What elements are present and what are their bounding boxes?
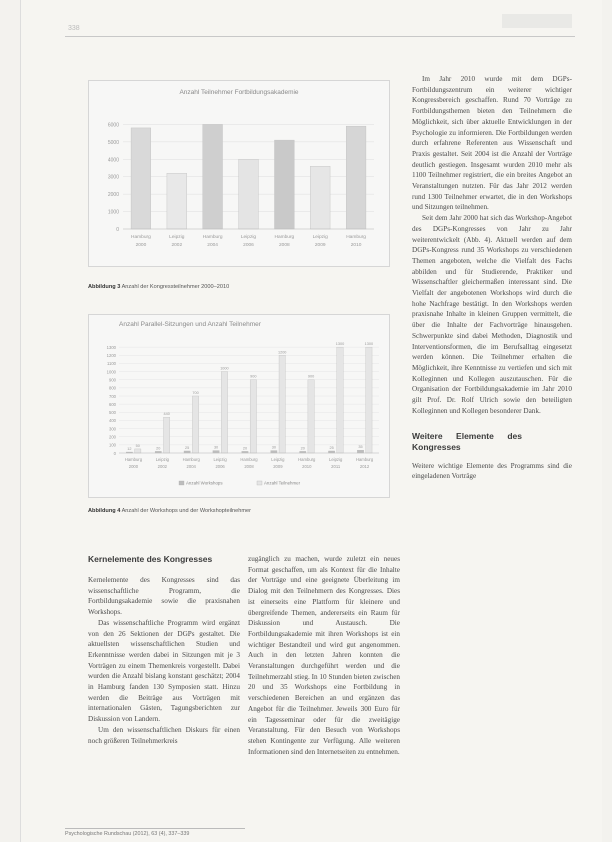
x-tick-label: 2006 <box>243 243 254 248</box>
right-column <box>412 74 572 826</box>
data-label: 700 <box>192 391 199 395</box>
y-tick-label: 4000 <box>107 157 119 164</box>
data-label: 1300 <box>335 342 345 347</box>
legend-label: Anzahl Teilnehmer <box>264 480 301 486</box>
figure-4-caption-label: Abbildung 4 <box>88 508 121 514</box>
bar <box>167 173 187 229</box>
bar <box>131 128 151 229</box>
x-tick-label: 2002 <box>171 243 183 248</box>
legend-swatch <box>179 481 184 485</box>
y-tick-label: 100 <box>109 442 116 448</box>
figure-4-caption <box>88 508 251 514</box>
x-tick-label: Leipzig <box>271 457 285 462</box>
data-label: 440 <box>163 412 170 417</box>
bar-workshops <box>184 451 190 453</box>
left-paragraph: Das wissenschaftliche Programm wird ergänzt von den 26 Sektionen der DGPs gestaltet. Die aktuellsten wissenschaftlichen Studien und Erkenntnisse werden dabei in Sitzungen mit je 3 Vorträgen zu einem Themenkreis vorgestellt. Dabei wurden die Anzahl bislang konstant geschätzt; 2004 in Hamburg fanden 130 Symposien statt. Hinzu werden die Beiträge aus Vorträgen mit internationalen Gästen, Tagungsberichten zur Diskussion von Landern. <box>88 618 240 724</box>
bar-participants <box>366 347 372 453</box>
bar-participants <box>250 380 256 453</box>
bar-participants <box>337 347 343 453</box>
x-tick-label: Leipzig <box>329 457 343 462</box>
y-tick-label: 5000 <box>107 139 119 146</box>
y-tick-label: 1100 <box>106 361 116 367</box>
x-tick-label: 2004 <box>207 243 218 248</box>
x-tick-label: Hamburg <box>346 235 366 240</box>
data-label: 30 <box>271 445 276 450</box>
bar-participants <box>279 355 285 453</box>
x-tick-label: Hamburg <box>202 235 223 240</box>
figure-4-svg <box>89 315 389 497</box>
data-label: 25 <box>185 445 190 450</box>
x-tick-label: 2009 <box>273 464 283 469</box>
y-tick-label: 500 <box>109 410 116 416</box>
data-label: 30 <box>213 445 219 450</box>
data-label: 20 <box>156 446 161 451</box>
y-tick-label: 3000 <box>107 174 119 181</box>
x-tick-label: 2000 <box>128 464 139 469</box>
data-label: 12 <box>127 447 132 452</box>
data-label: 50 <box>135 443 140 448</box>
bar-workshops <box>357 450 363 453</box>
data-label: 35 <box>358 445 363 450</box>
figure-3-chart <box>88 80 390 267</box>
x-tick-label: Hamburg <box>182 457 200 462</box>
x-tick-label: 2004 <box>186 464 196 469</box>
x-tick-label: 2000 <box>135 243 147 248</box>
x-tick-label: Leipzig <box>155 457 169 462</box>
bar <box>274 140 294 229</box>
x-tick-label: Hamburg <box>274 235 295 240</box>
y-tick-label: 1300 <box>106 344 116 350</box>
x-tick-label: 2006 <box>215 464 225 469</box>
left-column <box>88 554 240 824</box>
legend-label: Anzahl Workshops <box>186 480 223 486</box>
right-heading: Weitere Elemente des Kongresses <box>412 430 522 452</box>
data-label: 20 <box>300 446 305 451</box>
y-tick-label: 700 <box>109 393 116 399</box>
footer-citation: Psychologische Rundschau (2012), 63 (4), 337–339 <box>65 831 190 837</box>
data-label: 20 <box>242 446 248 451</box>
x-tick-label: Hamburg <box>355 457 374 462</box>
data-label: 25 <box>329 445 334 450</box>
figure-3-title: Anzahl Teilnehmer Fortbildungsakademie <box>179 89 299 96</box>
y-tick-label: 1200 <box>106 353 116 359</box>
figure-3-caption-text: Anzahl der Kongressteilnehmer 2000–2010 <box>121 284 230 290</box>
data-label: 1000 <box>220 366 229 371</box>
x-tick-label: Leipzig <box>240 235 257 240</box>
data-label: 900 <box>307 374 315 379</box>
header-stamp <box>502 14 572 28</box>
y-tick-label: 600 <box>109 401 116 407</box>
bar-participants <box>221 372 227 453</box>
bar <box>239 159 259 229</box>
y-tick-label: 0 <box>116 227 119 233</box>
left-heading: Kernelemente des Kongresses <box>88 554 213 564</box>
left-paragraph: Um den wissenschaftlichen Diskurs für einen noch größeren Teilnehmerkreis <box>88 725 240 745</box>
header-rule <box>65 36 575 37</box>
x-tick-label: Leipzig <box>213 457 227 462</box>
x-tick-label: 2002 <box>157 464 167 469</box>
y-tick-label: 800 <box>109 385 116 391</box>
bar <box>203 124 223 229</box>
middle-paragraph: zugänglich zu machen, wurde zuletzt ein neues Format geschaffen, um als Kontext für die Inhalte der Vorträge und eine geeignete Überleitung im Dialog mit den Teilnehmern des Kongresses. Dies ist einerseits eine Plattform für kleinere und übergreifende Themen, andererseits ein Raum für Diskussion und Austausch. Die Fortbildungsakademie mit ihren Workshops ist ein wichtiger Bestandteil und wird gut angenommen. Auch in den letzten Jahren konnten die Veranstaltungen durchgeführt werden und die Teilnehmerzahl stieg. In 10 Stunden bieten zwischen 20 und 35 Workshops eine Fortbildung in verschiedenen Bereichen an und ergänzen das Angebot für die Teilnehmer. Jeweils 300 Euro für ein Tagesseminar oder für die zweitägige Veranstaltung. Für den Besuch von Workshops stehen Kontingente zur Verfügung. Alle weiteren Informationen sind den Internetseiten zu entnehmen. <box>248 555 400 756</box>
y-tick-label: 1000 <box>106 369 116 375</box>
figure-3-caption <box>88 284 229 290</box>
y-tick-label: 2000 <box>107 192 119 199</box>
x-tick-label: Hamburg <box>124 457 143 462</box>
figure-4-caption-text: Anzahl der Workshops und der Workshopteilnehmer <box>121 508 252 514</box>
right-paragraph-after-heading: Weitere wichtige Elemente des Programms sind die eingeladenen Vorträge <box>412 461 572 481</box>
x-tick-label: Hamburg <box>240 457 258 462</box>
y-tick-label: 0 <box>113 450 116 456</box>
left-paragraph: Kernelemente des Kongresses sind das wissenschaftliche Programm, die Fortbildungsakademie sowie die praxisnahen Workshops. <box>88 576 240 617</box>
bar-participants <box>163 417 169 453</box>
bar-workshops <box>328 451 334 453</box>
y-tick-label: 900 <box>109 377 116 383</box>
x-tick-label: 2012 <box>359 464 370 469</box>
bar-participants <box>192 396 198 453</box>
legend-swatch <box>257 481 262 485</box>
x-tick-label: Hamburg <box>298 457 316 462</box>
right-paragraph: Seit dem Jahr 2000 hat sich das Workshop-Angebot des DGPs-Kongresses von Jahr zu Jahr weiterentwickelt (Abb. 4). Aktuell werden auf dem DGPs-Kongress rund 35 Workshops zu verschiedenen Themen angeboten, welche die Vielfalt des Fachs abbilden und für Studierende, Praktiker und Wissenschaftler gleichermaßen interessant sind. Die Vielfalt der angebotenen Workshops wird durch die hohe Nachfrage bestätigt. In den Workshops werden praxisnahe Inhalte in kleinen Gruppen vermittelt, die über die Inhalte der Fachvorträge hinausgehen. Schwerpunkte sind dabei Methoden, Diagnostik und Interventionsformen, die im Berufsalltag eingesetzt werden können. Die Teilnehmer erhalten die Möglichkeit, ihre Kenntnisse zu vertiefen und sich mit Kolleginnen und Kollegen auszutauschen. Für die Organisation der Fortbildungsakademie im Jahr 2010 gilt Prof. Dr. Rolf Ulrich sowie den beteiligten Kolleginnen und Kollegen besonderer Dank. <box>412 214 572 415</box>
page-number: 338 <box>68 25 80 32</box>
x-tick-label: Leipzig <box>169 235 185 240</box>
bar-participants <box>135 449 141 453</box>
y-tick-label: 200 <box>109 434 116 440</box>
x-tick-label: 2010 <box>350 243 362 248</box>
x-tick-label: 2010 <box>302 464 312 469</box>
data-label: 1300 <box>364 342 374 347</box>
y-tick-label: 6000 <box>107 122 119 129</box>
figure-4-chart <box>88 314 390 498</box>
middle-column <box>248 554 400 824</box>
bar-workshops <box>271 451 277 453</box>
x-tick-label: 2011 <box>331 464 341 469</box>
bar <box>310 166 330 229</box>
y-tick-label: 1000 <box>107 209 119 216</box>
right-paragraph: Im Jahr 2010 wurde mit dem DGPs-Fortbildungszentrum ein weiterer wichtiger Kongressbereich geschaffen. Rund 70 Vorträge zu Fortbildungsthemen bieten den Teilnehmern die Möglichkeit, sich über aktuelle Entwicklungen in der Psychologie zu informieren. Die Fortbildungen werden durch erfahrene Referenten aus Wissenschaft und Praxis gestaltet. Seit 2004 ist die Anzahl der Vorträge deutlich gestiegen. Insgesamt wurden 2010 mehr als 1100 Teilnehmer registriert, die ein breites Angebot an Veranstaltungen nutzten. Für das Jahr 2012 werden rund 1300 Teilnehmer erwartet, die in den Workshops und Sitzungen teilnehmen. <box>412 75 572 212</box>
x-tick-label: 2008 <box>279 243 290 248</box>
y-tick-label: 300 <box>109 426 116 432</box>
x-tick-label: 2008 <box>244 464 254 469</box>
x-tick-label: Hamburg <box>131 235 151 240</box>
data-label: 1200 <box>277 350 287 355</box>
data-label: 900 <box>250 374 257 379</box>
figure-3-svg <box>89 81 389 266</box>
y-tick-label: 400 <box>109 418 116 424</box>
footer-rule <box>65 828 245 829</box>
bar-participants <box>308 380 314 453</box>
x-tick-label: 2009 <box>314 243 326 248</box>
figure-4-title: Anzahl Parallel-Sitzungen und Anzahl Teilnehmer <box>119 321 261 328</box>
figure-3-caption-label: Abbildung 3 <box>88 284 121 290</box>
bar-workshops <box>213 451 219 453</box>
bar <box>346 126 366 229</box>
x-tick-label: Leipzig <box>312 235 328 240</box>
